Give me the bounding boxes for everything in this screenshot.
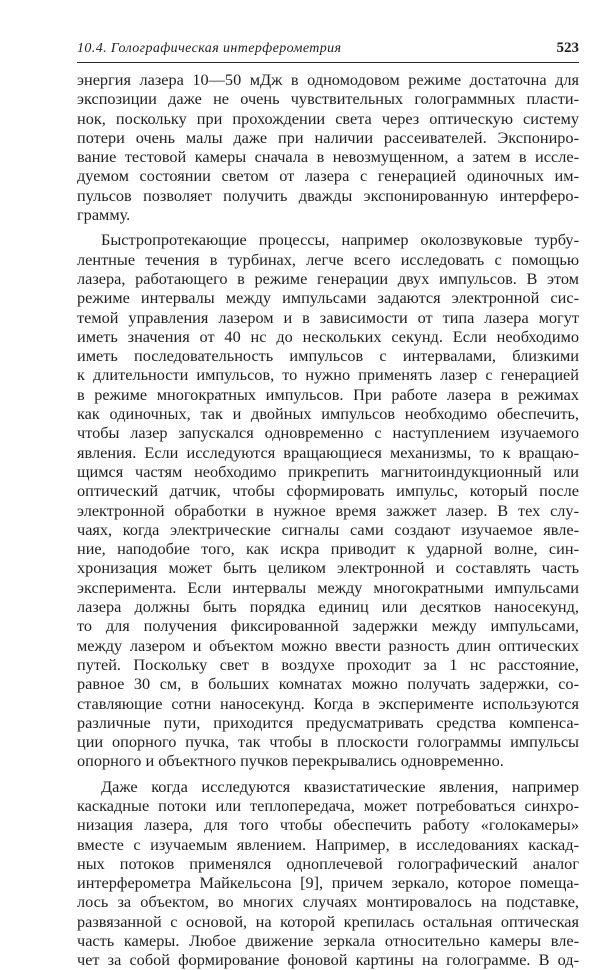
text-line: режиме интервалы между импульсами задаются электронной сис- xyxy=(77,288,579,308)
text-line: чет за собой формирование фоновой картины на голограмме. В од- xyxy=(77,950,579,970)
text-line: между лазером и объектом можно ввести разность длин оптических xyxy=(77,635,579,655)
text-line: чаях, когда электрические сигналы сами создают изучаемое явле- xyxy=(77,519,579,539)
text-line: иметь значения от 40 нс до нескольких секунд. Если необходимо xyxy=(77,326,579,346)
text-line: лентные течения в турбинах, легче всего исследовать с помощью xyxy=(77,249,579,269)
text-line: нок, поскольку при прохождении света через оптическую систему xyxy=(77,108,579,128)
text-line: энергия лазера 10—50 мДж в одномодовом режиме достаточна для xyxy=(77,70,579,89)
book-page xyxy=(77,40,579,970)
text-line: опорного и объектного пучков перекрывались одновременно. xyxy=(77,751,504,771)
text-line: оптический датчик, чтобы сформировать импульс, который после xyxy=(77,481,579,501)
text-line: вание тестовой камеры сначала в невозмущенном, а затем в иссле- xyxy=(77,147,579,167)
text-line: дуемом состоянии светом от лазера с генерацией одиночных им- xyxy=(77,166,579,186)
text-line: чтобы лазер запускался одновременно с наступлением изучаемого xyxy=(77,423,579,443)
text-line: хронизация может быть целиком электронной и составлять часть xyxy=(77,558,579,578)
text-line: потери очень малы даже при наличии рассеивателей. Экспониро- xyxy=(77,127,579,147)
text-line: явления. Если исследуются вращающиеся механизмы, то к вращаю- xyxy=(77,442,579,462)
text-line: лось за объектом, во многих случаях монтировалось на подставке, xyxy=(77,892,579,912)
text-line: интерферометра Майкельсона [9], причем зеркало, которое помеща- xyxy=(77,873,579,893)
text-line: лазера должны быть порядка единиц или десятков наносекунд, xyxy=(77,597,579,617)
text-line: развязанной с основой, на которой крепилась остальная оптическая xyxy=(77,911,579,931)
text-line: темой управления лазером и в зависимости от типа лазера могут xyxy=(77,307,579,327)
text-line: путей. Поскольку свет в воздухе проходит за 1 нс расстояние, xyxy=(77,654,579,674)
body-text xyxy=(77,70,579,970)
text-line: каскадные потоки или теплопередача, может потребоваться синхро- xyxy=(77,795,579,815)
text-line: эксперимента. Если интервалы между многократными импульсами xyxy=(77,577,579,597)
text-line: Даже когда исследуются квазистатические явления, например xyxy=(101,776,579,796)
text-line: к длительности импульсов, то нужно применять лазер с генерацией xyxy=(77,365,579,385)
text-line: лазера, работающего в режиме генерации двух импульсов. В этом xyxy=(77,268,579,288)
text-line: в режиме многократных импульсов. При работе лазера в режимах xyxy=(77,384,579,404)
text-line: щимся частям необходимо прикрепить магнитоиндукционный или xyxy=(77,461,579,481)
paragraph-3 xyxy=(77,777,579,970)
running-header xyxy=(77,40,579,63)
text-line: то для получения фиксированной задержки между импульсами, xyxy=(77,616,579,636)
text-line: низация лазера, для того чтобы обеспечить работу «голокамеры» xyxy=(77,815,579,835)
paragraph-1 xyxy=(77,70,579,224)
text-line: различные пути, приходится предусматривать средства компенса- xyxy=(77,712,579,732)
text-line: иметь последовательность импульсов с интервалами, близкими xyxy=(77,346,579,366)
text-line: вместе с изучаемым явлением. Например, в исследованиях каскад- xyxy=(77,834,579,854)
text-line: пульсов позволяет получить дважды экспонированную интерферо- xyxy=(77,185,579,205)
page-number: 523 xyxy=(556,40,579,56)
text-line: Быстропротекающие процессы, например околозвуковые турбу- xyxy=(101,230,579,250)
text-line: грамму. xyxy=(77,205,131,225)
text-line: равное 30 см, в больших комнатах можно получать задержки, со- xyxy=(77,674,579,694)
text-line: часть камеры. Любое движение зеркала относительно камеры вле- xyxy=(77,931,579,951)
text-line: ставляющие сотни наносекунд. Когда в эксперименте используются xyxy=(77,693,579,713)
text-line: электронной обработки в нужное время зажжет лазер. В тех слу- xyxy=(77,500,579,520)
text-line: ние, наподобие того, как искра приводит к ударной волне, син- xyxy=(77,539,579,559)
text-line: экспозиции даже не очень чувствительных голограммных пласти- xyxy=(77,89,579,109)
paragraph-2 xyxy=(77,230,579,770)
text-line: ции опорного пучка, так чтобы в плоскости голограммы импульсы xyxy=(77,732,579,752)
text-line: как одиночных, так и двойных импульсов необходимо обеспечить, xyxy=(77,404,579,424)
text-line: ных потоков применялся одноплечевой голографический аналог xyxy=(77,853,579,873)
running-title: 10.4. Голографическая интерферометрия xyxy=(77,41,342,56)
